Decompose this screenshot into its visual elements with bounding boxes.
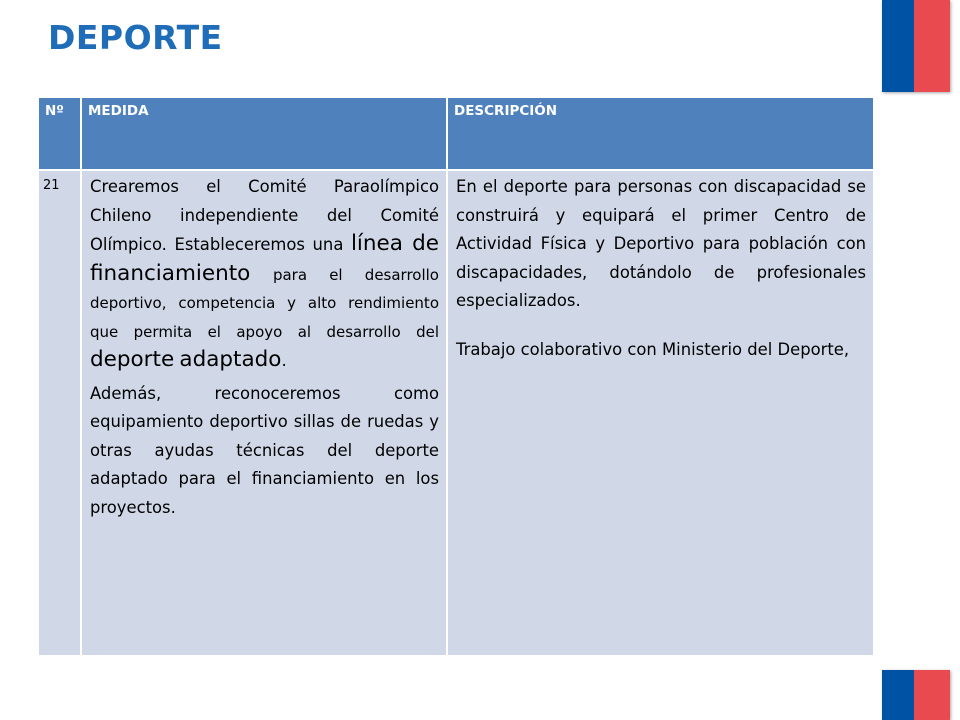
header-measure: MEDIDA: [81, 97, 447, 170]
cell-measure: [81, 170, 447, 656]
measure-text-1: Crearemos el Comité Paraolímpico Chileno independiente del Comité Olímpico. Estableceremos una: [90, 177, 439, 254]
table-row: [38, 170, 874, 656]
chile-flag-stripe-top: [882, 0, 950, 92]
description-paragraph-1: En el deporte para personas con discapacidad se construirá y equipará el primer Centro de Actividad Física y Deportivo para población con discapacidades, dotándolo de profesionales especializados.: [456, 177, 866, 310]
page-title: DEPORTE: [48, 18, 223, 57]
header-num: Nº: [38, 97, 81, 170]
flag-red-band: [914, 670, 950, 720]
description-paragraph-2: Trabajo colaborativo con Ministerio del Deporte,: [456, 339, 850, 359]
measure-text-3: para el desarrollo deportivo, competencia y alto rendimiento que permita el apoyo al desarrollo del: [90, 265, 439, 341]
cell-description: [447, 170, 874, 656]
table-header-row: [38, 97, 874, 170]
chile-flag-stripe-bottom: [882, 670, 950, 720]
flag-blue-band: [882, 670, 914, 720]
header-description: DESCRIPCIÓN: [447, 97, 874, 170]
cell-num: 21: [38, 170, 81, 656]
measure-text-2: línea de financiamiento: [90, 231, 440, 286]
measures-table: [37, 96, 875, 657]
measure-text-6: .: [281, 351, 287, 370]
flag-blue-band: [882, 0, 914, 92]
measure-text-4: deporte: [90, 347, 175, 372]
measure-text-5: adaptado: [179, 347, 282, 372]
measure-paragraph-2: Además, reconoceremos como equipamiento deportivo sillas de ruedas y otras ayudas técnicas del deporte adaptado para el financiamiento en los proyectos.: [90, 383, 439, 517]
flag-red-band: [914, 0, 950, 92]
